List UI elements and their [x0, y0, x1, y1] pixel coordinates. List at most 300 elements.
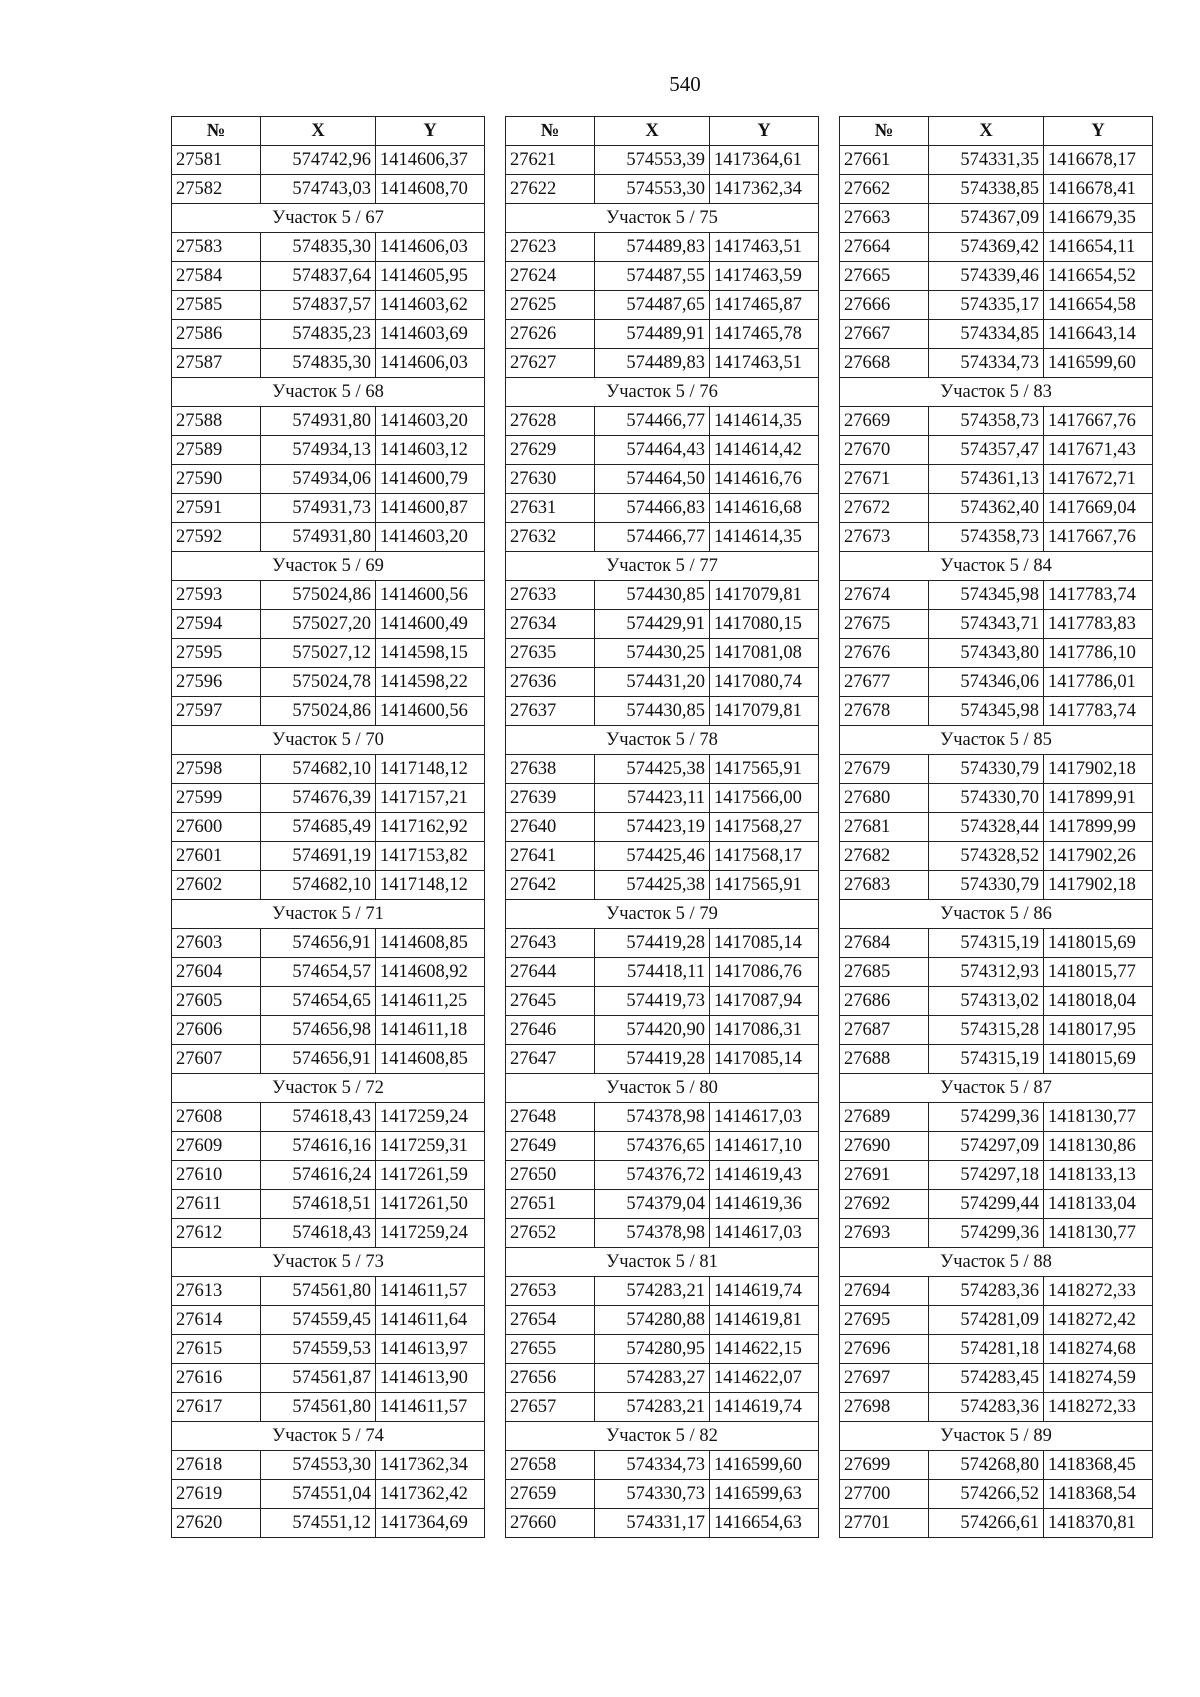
y-coordinate: 1418133,04 [1044, 1190, 1153, 1219]
section-row [840, 1074, 1153, 1103]
x-coordinate: 574299,36 [929, 1219, 1044, 1248]
y-coordinate: 1416599,60 [1044, 349, 1153, 378]
table-row [506, 1451, 819, 1480]
point-number: 27603 [172, 929, 261, 958]
table-row [840, 813, 1153, 842]
x-coordinate: 574551,12 [261, 1509, 376, 1538]
x-coordinate: 574283,45 [929, 1364, 1044, 1393]
section-label: Участок 5 / 87 [840, 1074, 1153, 1103]
x-coordinate: 574466,77 [595, 523, 710, 552]
y-coordinate: 1414600,79 [376, 465, 485, 494]
point-number: 27583 [172, 233, 261, 262]
point-number: 27587 [172, 349, 261, 378]
table-row [840, 1451, 1153, 1480]
y-coordinate: 1417568,27 [710, 813, 819, 842]
x-coordinate: 575024,86 [261, 697, 376, 726]
y-coordinate: 1414619,36 [710, 1190, 819, 1219]
y-coordinate: 1417079,81 [710, 697, 819, 726]
x-coordinate: 574362,40 [929, 494, 1044, 523]
y-coordinate: 1418368,54 [1044, 1480, 1153, 1509]
point-number: 27685 [840, 958, 929, 987]
point-number: 27671 [840, 465, 929, 494]
header-y: Y [376, 117, 485, 146]
section-label: Участок 5 / 71 [172, 900, 485, 929]
x-coordinate: 574654,65 [261, 987, 376, 1016]
point-number: 27659 [506, 1480, 595, 1509]
table-row [172, 813, 485, 842]
table-row [840, 1219, 1153, 1248]
x-coordinate: 574559,45 [261, 1306, 376, 1335]
x-coordinate: 574283,27 [595, 1364, 710, 1393]
y-coordinate: 1416599,60 [710, 1451, 819, 1480]
y-coordinate: 1417261,50 [376, 1190, 485, 1219]
table-row [506, 929, 819, 958]
x-coordinate: 574425,46 [595, 842, 710, 871]
x-coordinate: 574934,06 [261, 465, 376, 494]
table-row [506, 233, 819, 262]
y-coordinate: 1417153,82 [376, 842, 485, 871]
table-row [172, 1277, 485, 1306]
y-coordinate: 1414617,03 [710, 1219, 819, 1248]
y-coordinate: 1417902,18 [1044, 871, 1153, 900]
table-row [840, 929, 1153, 958]
point-number: 27695 [840, 1306, 929, 1335]
point-number: 27701 [840, 1509, 929, 1538]
x-coordinate: 574682,10 [261, 755, 376, 784]
y-coordinate: 1417085,14 [710, 929, 819, 958]
y-coordinate: 1417362,42 [376, 1480, 485, 1509]
x-coordinate: 574616,24 [261, 1161, 376, 1190]
x-coordinate: 574313,02 [929, 987, 1044, 1016]
x-coordinate: 574743,03 [261, 175, 376, 204]
table-row [172, 1132, 485, 1161]
table-row [172, 349, 485, 378]
x-coordinate: 574266,52 [929, 1480, 1044, 1509]
point-number: 27612 [172, 1219, 261, 1248]
point-number: 27606 [172, 1016, 261, 1045]
x-coordinate: 574489,91 [595, 320, 710, 349]
table-row [172, 262, 485, 291]
point-number: 27647 [506, 1045, 595, 1074]
x-coordinate: 574656,91 [261, 929, 376, 958]
y-coordinate: 1417364,69 [376, 1509, 485, 1538]
table-row [172, 1190, 485, 1219]
section-row [172, 726, 485, 755]
y-coordinate: 1417671,43 [1044, 436, 1153, 465]
point-number: 27619 [172, 1480, 261, 1509]
table-row [506, 349, 819, 378]
x-coordinate: 574315,28 [929, 1016, 1044, 1045]
table-row [840, 1306, 1153, 1335]
table-row [172, 1335, 485, 1364]
x-coordinate: 574487,55 [595, 262, 710, 291]
x-coordinate: 574281,09 [929, 1306, 1044, 1335]
x-coordinate: 574464,43 [595, 436, 710, 465]
y-coordinate: 1417081,08 [710, 639, 819, 668]
y-coordinate: 1416654,52 [1044, 262, 1153, 291]
point-number: 27584 [172, 262, 261, 291]
x-coordinate: 574654,57 [261, 958, 376, 987]
section-row [840, 1422, 1153, 1451]
point-number: 27641 [506, 842, 595, 871]
y-coordinate: 1416678,41 [1044, 175, 1153, 204]
section-row [506, 1248, 819, 1277]
table-row [172, 668, 485, 697]
section-label: Участок 5 / 81 [506, 1248, 819, 1277]
x-coordinate: 574330,73 [595, 1480, 710, 1509]
point-number: 27609 [172, 1132, 261, 1161]
table-row [840, 1161, 1153, 1190]
point-number: 27660 [506, 1509, 595, 1538]
section-row [506, 1422, 819, 1451]
y-coordinate: 1414605,95 [376, 262, 485, 291]
point-number: 27662 [840, 175, 929, 204]
y-coordinate: 1416679,35 [1044, 204, 1153, 233]
section-label: Участок 5 / 72 [172, 1074, 485, 1103]
y-coordinate: 1417162,92 [376, 813, 485, 842]
y-coordinate: 1417667,76 [1044, 407, 1153, 436]
point-number: 27637 [506, 697, 595, 726]
x-coordinate: 574464,50 [595, 465, 710, 494]
table-row [172, 465, 485, 494]
table-row [840, 1132, 1153, 1161]
table-row [506, 291, 819, 320]
x-coordinate: 574618,43 [261, 1103, 376, 1132]
x-coordinate: 574837,57 [261, 291, 376, 320]
section-label: Участок 5 / 79 [506, 900, 819, 929]
table-row [840, 1509, 1153, 1538]
table-row [506, 523, 819, 552]
table-row [506, 1277, 819, 1306]
y-coordinate: 1417783,83 [1044, 610, 1153, 639]
point-number: 27604 [172, 958, 261, 987]
y-coordinate: 1418130,86 [1044, 1132, 1153, 1161]
table-row [506, 1219, 819, 1248]
table-row [172, 494, 485, 523]
table-row [840, 958, 1153, 987]
table-row [840, 1045, 1153, 1074]
table-row [840, 668, 1153, 697]
section-row [172, 1422, 485, 1451]
y-coordinate: 1414613,97 [376, 1335, 485, 1364]
point-number: 27640 [506, 813, 595, 842]
point-number: 27592 [172, 523, 261, 552]
y-coordinate: 1417085,14 [710, 1045, 819, 1074]
x-coordinate: 574931,80 [261, 523, 376, 552]
y-coordinate: 1417080,15 [710, 610, 819, 639]
table-row [172, 320, 485, 349]
table-row [506, 639, 819, 668]
y-coordinate: 1417463,51 [710, 233, 819, 262]
table-row [506, 1335, 819, 1364]
section-row [840, 552, 1153, 581]
section-label: Участок 5 / 69 [172, 552, 485, 581]
y-coordinate: 1418370,81 [1044, 1509, 1153, 1538]
x-coordinate: 574553,30 [261, 1451, 376, 1480]
y-coordinate: 1414608,92 [376, 958, 485, 987]
point-number: 27645 [506, 987, 595, 1016]
point-number: 27675 [840, 610, 929, 639]
point-number: 27700 [840, 1480, 929, 1509]
table-row [172, 1451, 485, 1480]
y-coordinate: 1416678,17 [1044, 146, 1153, 175]
x-coordinate: 574378,98 [595, 1103, 710, 1132]
section-label: Участок 5 / 70 [172, 726, 485, 755]
table-row [172, 407, 485, 436]
point-number: 27614 [172, 1306, 261, 1335]
table-row [840, 291, 1153, 320]
table-row [506, 436, 819, 465]
table-row [506, 784, 819, 813]
table-row [506, 610, 819, 639]
table-row [172, 958, 485, 987]
x-coordinate: 574487,65 [595, 291, 710, 320]
y-coordinate: 1417667,76 [1044, 523, 1153, 552]
point-number: 27601 [172, 842, 261, 871]
point-number: 27668 [840, 349, 929, 378]
x-coordinate: 574361,13 [929, 465, 1044, 494]
table-row [172, 523, 485, 552]
point-number: 27677 [840, 668, 929, 697]
y-coordinate: 1414613,90 [376, 1364, 485, 1393]
x-coordinate: 574334,85 [929, 320, 1044, 349]
point-number: 27613 [172, 1277, 261, 1306]
table-row [506, 1306, 819, 1335]
section-label: Участок 5 / 78 [506, 726, 819, 755]
x-coordinate: 574551,04 [261, 1480, 376, 1509]
y-coordinate: 1418018,04 [1044, 987, 1153, 1016]
point-number: 27678 [840, 697, 929, 726]
point-number: 27626 [506, 320, 595, 349]
x-coordinate: 574934,13 [261, 436, 376, 465]
y-coordinate: 1417261,59 [376, 1161, 485, 1190]
x-coordinate: 574931,80 [261, 407, 376, 436]
x-coordinate: 574835,30 [261, 349, 376, 378]
point-number: 27593 [172, 581, 261, 610]
table-row [506, 465, 819, 494]
point-number: 27648 [506, 1103, 595, 1132]
point-number: 27607 [172, 1045, 261, 1074]
x-coordinate: 574328,44 [929, 813, 1044, 842]
x-coordinate: 574367,09 [929, 204, 1044, 233]
x-coordinate: 574376,65 [595, 1132, 710, 1161]
x-coordinate: 574330,79 [929, 871, 1044, 900]
y-coordinate: 1414611,25 [376, 987, 485, 1016]
y-coordinate: 1414619,43 [710, 1161, 819, 1190]
point-number: 27596 [172, 668, 261, 697]
table-row [506, 262, 819, 291]
table-row [840, 610, 1153, 639]
y-coordinate: 1414614,35 [710, 407, 819, 436]
y-coordinate: 1417783,74 [1044, 697, 1153, 726]
y-coordinate: 1417259,24 [376, 1219, 485, 1248]
y-coordinate: 1418274,59 [1044, 1364, 1153, 1393]
x-coordinate: 574378,98 [595, 1219, 710, 1248]
table-row [840, 1480, 1153, 1509]
table-header-row [506, 117, 819, 146]
table-row [506, 146, 819, 175]
point-number: 27632 [506, 523, 595, 552]
point-number: 27655 [506, 1335, 595, 1364]
point-number: 27635 [506, 639, 595, 668]
y-coordinate: 1416654,63 [710, 1509, 819, 1538]
y-coordinate: 1414614,35 [710, 523, 819, 552]
x-coordinate: 574268,80 [929, 1451, 1044, 1480]
point-number: 27610 [172, 1161, 261, 1190]
y-coordinate: 1414600,56 [376, 697, 485, 726]
table-row [840, 146, 1153, 175]
table-row [506, 1132, 819, 1161]
y-coordinate: 1414608,85 [376, 1045, 485, 1074]
y-coordinate: 1417565,91 [710, 871, 819, 900]
x-coordinate: 574346,06 [929, 668, 1044, 697]
header-x: X [261, 117, 376, 146]
x-coordinate: 574489,83 [595, 233, 710, 262]
point-number: 27629 [506, 436, 595, 465]
y-coordinate: 1414619,74 [710, 1393, 819, 1422]
table-row [840, 320, 1153, 349]
point-number: 27624 [506, 262, 595, 291]
y-coordinate: 1417786,01 [1044, 668, 1153, 697]
y-coordinate: 1414600,56 [376, 581, 485, 610]
point-number: 27598 [172, 755, 261, 784]
y-coordinate: 1414619,74 [710, 1277, 819, 1306]
y-coordinate: 1418272,33 [1044, 1277, 1153, 1306]
y-coordinate: 1418274,68 [1044, 1335, 1153, 1364]
x-coordinate: 574297,18 [929, 1161, 1044, 1190]
y-coordinate: 1414603,62 [376, 291, 485, 320]
table-row [840, 784, 1153, 813]
x-coordinate: 574420,90 [595, 1016, 710, 1045]
x-coordinate: 574335,17 [929, 291, 1044, 320]
x-coordinate: 574315,19 [929, 929, 1044, 958]
table-header-row [840, 117, 1153, 146]
x-coordinate: 574312,93 [929, 958, 1044, 987]
section-label: Участок 5 / 85 [840, 726, 1153, 755]
table-row [506, 755, 819, 784]
table-row [172, 755, 485, 784]
y-coordinate: 1417148,12 [376, 871, 485, 900]
point-number: 27602 [172, 871, 261, 900]
y-coordinate: 1416654,11 [1044, 233, 1153, 262]
x-coordinate: 574931,73 [261, 494, 376, 523]
header-y: Y [710, 117, 819, 146]
table-row [506, 1364, 819, 1393]
x-coordinate: 574676,39 [261, 784, 376, 813]
point-number: 27674 [840, 581, 929, 610]
point-number: 27588 [172, 407, 261, 436]
section-label: Участок 5 / 73 [172, 1248, 485, 1277]
y-coordinate: 1418133,13 [1044, 1161, 1153, 1190]
point-number: 27589 [172, 436, 261, 465]
section-label: Участок 5 / 74 [172, 1422, 485, 1451]
y-coordinate: 1418272,33 [1044, 1393, 1153, 1422]
section-row [840, 726, 1153, 755]
table-row [172, 1393, 485, 1422]
table-row [506, 1161, 819, 1190]
table-row [506, 407, 819, 436]
x-coordinate: 574561,80 [261, 1393, 376, 1422]
x-coordinate: 574561,80 [261, 1277, 376, 1306]
x-coordinate: 574418,11 [595, 958, 710, 987]
point-number: 27633 [506, 581, 595, 610]
section-label: Участок 5 / 67 [172, 204, 485, 233]
point-number: 27611 [172, 1190, 261, 1219]
x-coordinate: 574425,38 [595, 755, 710, 784]
point-number: 27591 [172, 494, 261, 523]
point-number: 27664 [840, 233, 929, 262]
point-number: 27689 [840, 1103, 929, 1132]
x-coordinate: 574358,73 [929, 523, 1044, 552]
section-label: Участок 5 / 80 [506, 1074, 819, 1103]
section-row [506, 900, 819, 929]
section-row [840, 900, 1153, 929]
table-row [506, 813, 819, 842]
y-coordinate: 1418272,42 [1044, 1306, 1153, 1335]
point-number: 27631 [506, 494, 595, 523]
table-row [506, 668, 819, 697]
table-row [506, 871, 819, 900]
coordinate-table [171, 116, 485, 1538]
y-coordinate: 1414598,22 [376, 668, 485, 697]
table-row [506, 1190, 819, 1219]
section-row [172, 900, 485, 929]
y-coordinate: 1414616,76 [710, 465, 819, 494]
table-row [172, 639, 485, 668]
x-coordinate: 574618,51 [261, 1190, 376, 1219]
table-row [840, 523, 1153, 552]
x-coordinate: 574430,25 [595, 639, 710, 668]
y-coordinate: 1414611,18 [376, 1016, 485, 1045]
y-coordinate: 1417364,61 [710, 146, 819, 175]
table-row [506, 842, 819, 871]
x-coordinate: 574561,87 [261, 1364, 376, 1393]
point-number: 27688 [840, 1045, 929, 1074]
y-coordinate: 1416643,14 [1044, 320, 1153, 349]
point-number: 27691 [840, 1161, 929, 1190]
table-header-row [172, 117, 485, 146]
section-row [172, 1248, 485, 1277]
table-row [172, 1103, 485, 1132]
point-number: 27599 [172, 784, 261, 813]
point-number: 27666 [840, 291, 929, 320]
y-coordinate: 1414608,70 [376, 175, 485, 204]
y-coordinate: 1417465,78 [710, 320, 819, 349]
section-label: Участок 5 / 83 [840, 378, 1153, 407]
table-row [840, 987, 1153, 1016]
table-row [840, 1277, 1153, 1306]
section-label: Участок 5 / 86 [840, 900, 1153, 929]
table-row [172, 233, 485, 262]
point-number: 27644 [506, 958, 595, 987]
point-number: 27594 [172, 610, 261, 639]
table-row [506, 1045, 819, 1074]
table-row [172, 842, 485, 871]
point-number: 27605 [172, 987, 261, 1016]
table-row [840, 465, 1153, 494]
table-row [506, 1103, 819, 1132]
y-coordinate: 1418130,77 [1044, 1103, 1153, 1132]
y-coordinate: 1417148,12 [376, 755, 485, 784]
section-label: Участок 5 / 82 [506, 1422, 819, 1451]
x-coordinate: 574345,98 [929, 581, 1044, 610]
y-coordinate: 1414614,42 [710, 436, 819, 465]
y-coordinate: 1417565,91 [710, 755, 819, 784]
table-row [172, 175, 485, 204]
point-number: 27690 [840, 1132, 929, 1161]
section-row [172, 1074, 485, 1103]
table-row [172, 1219, 485, 1248]
